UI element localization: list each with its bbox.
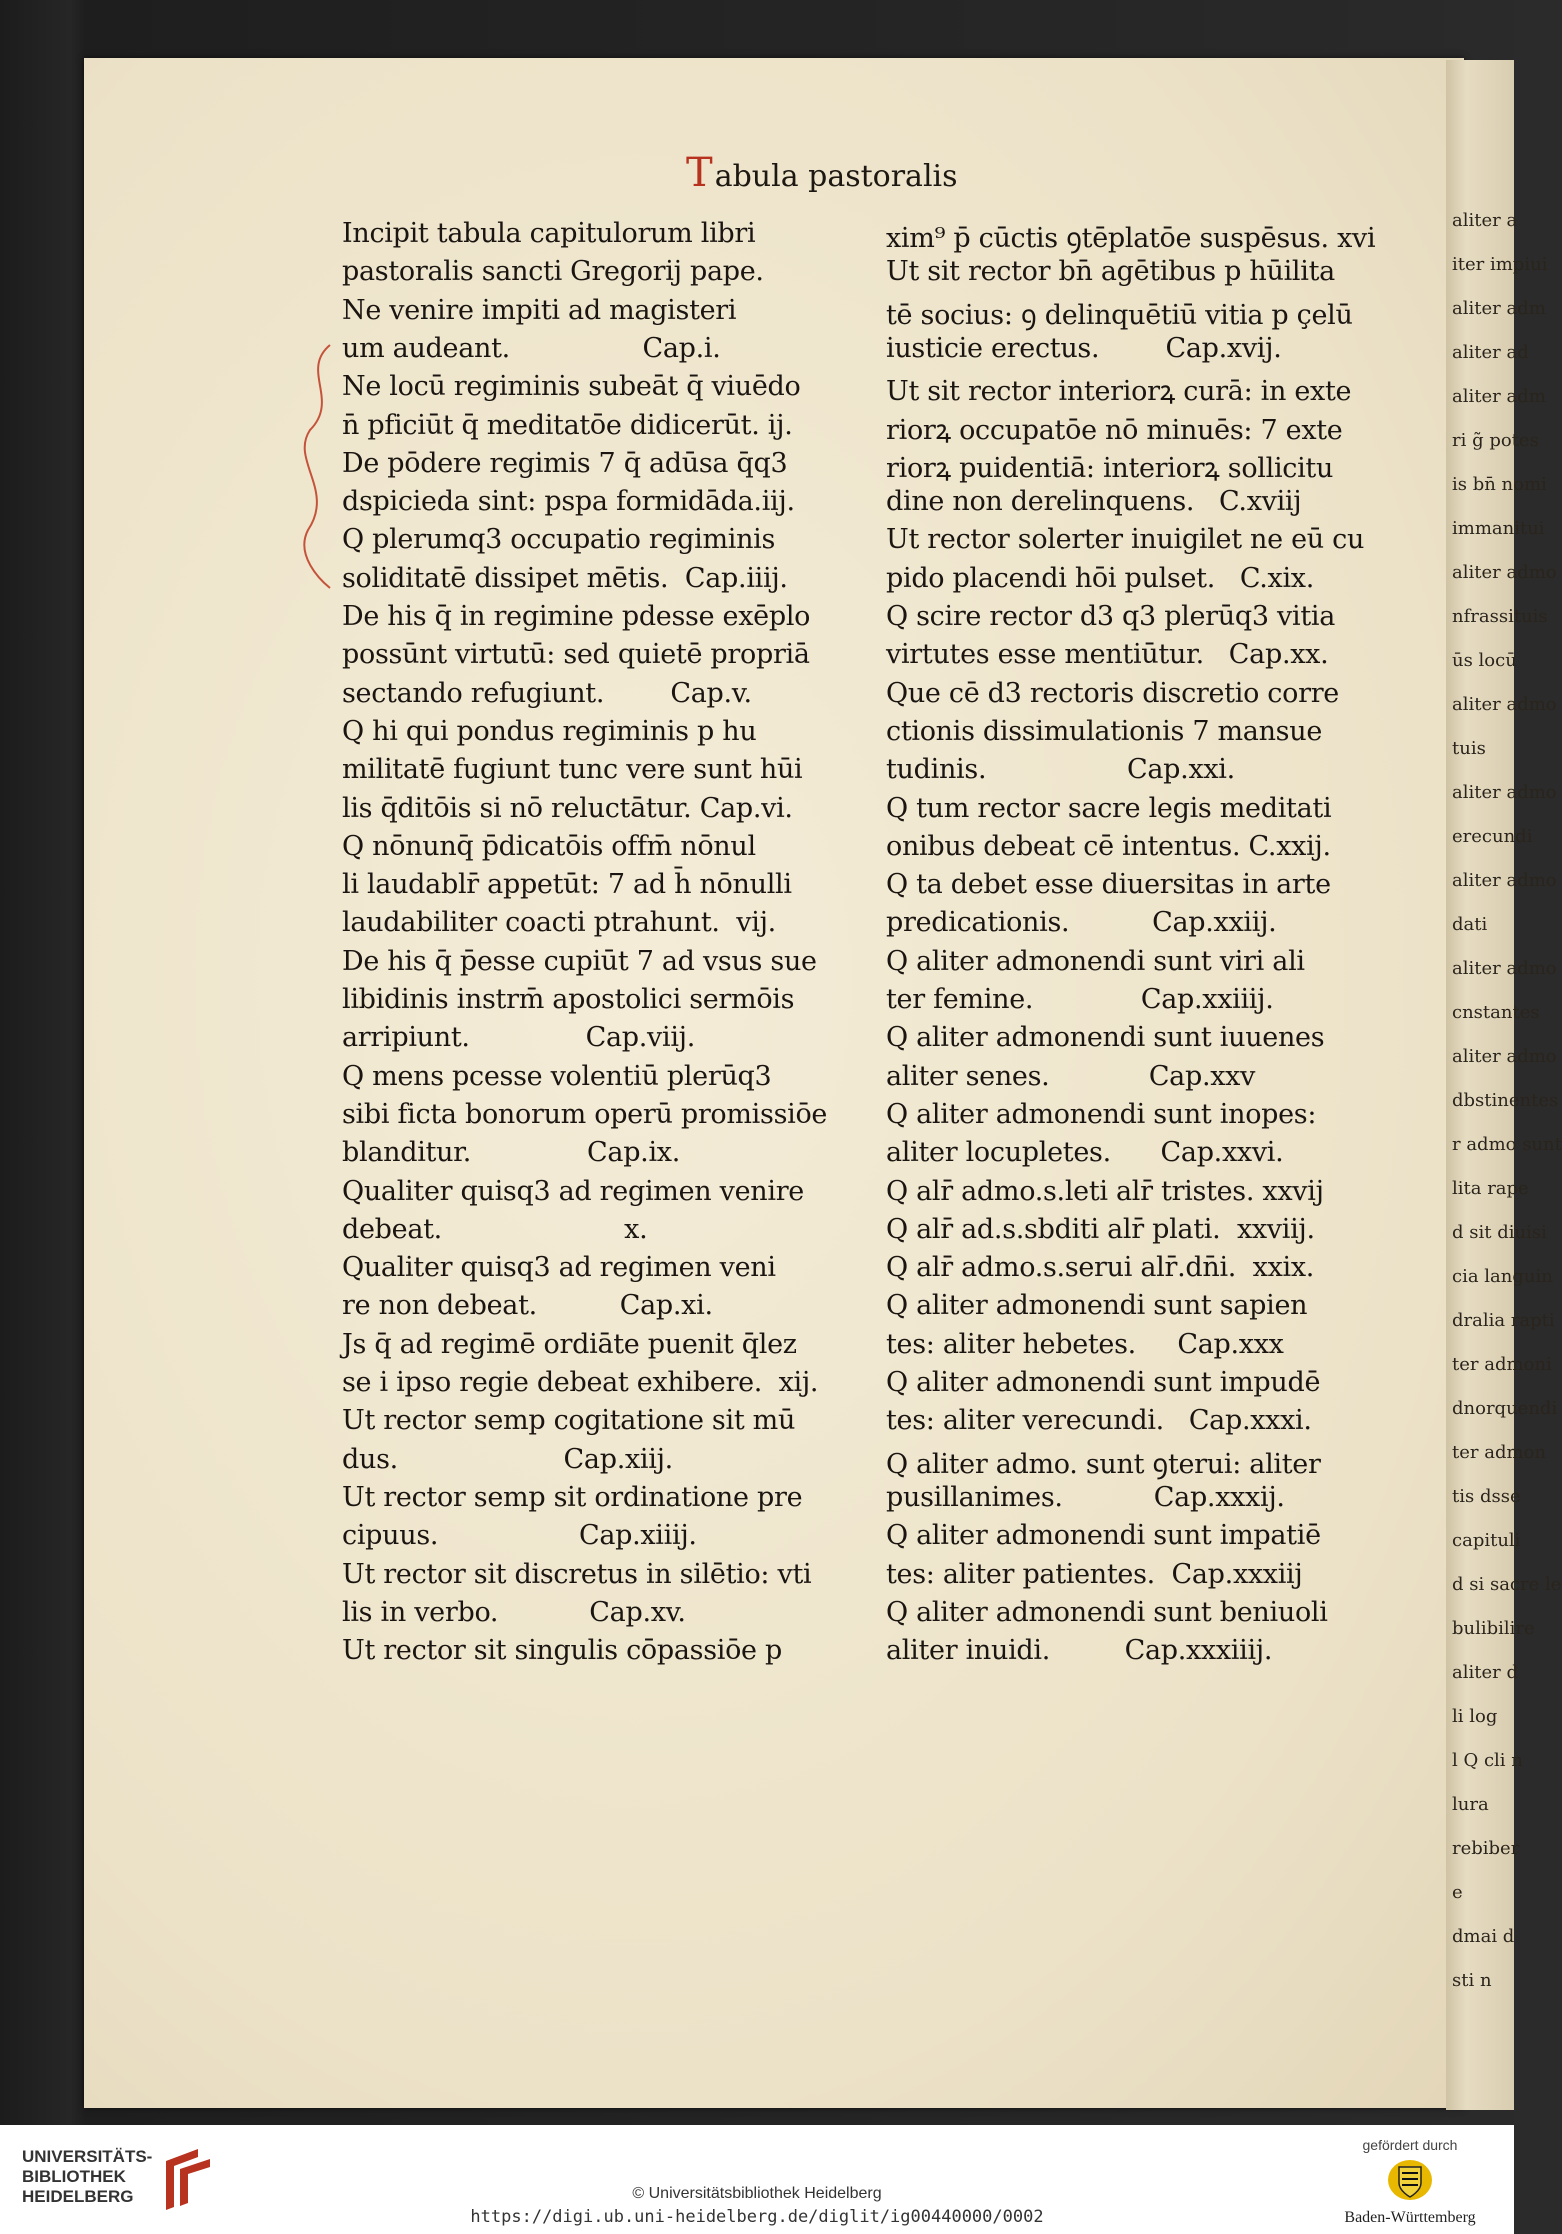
facing-page-fragment: aliter admo: [1452, 562, 1557, 583]
facing-page-fragment: dbstinentes: [1452, 1090, 1559, 1111]
contents-line: Ut sit rector interiorꝝ curā: in exte: [886, 376, 1352, 408]
facing-page-fragment: aliter admo: [1452, 782, 1557, 803]
contents-line: predicationis. Cap.xxiij.: [886, 907, 1277, 939]
contents-line: li laudablr̄ appetūt: 7 ad h̄ nōnulli: [342, 869, 792, 901]
facing-page-fragment: aliter admo: [1452, 694, 1557, 715]
contents-line: Q tum rector sacre legis meditati: [886, 792, 1332, 824]
contents-line: Ne venire impiti ad magisteri: [342, 294, 737, 326]
facing-page-fragment: is bn̄ nomi: [1452, 474, 1547, 495]
contents-line: Q nōnunq̄ p̄dicatōis offm̄ nōnul: [342, 830, 756, 862]
library-emblem-icon: [158, 2147, 218, 2213]
facing-page-fragment: ter admoni: [1452, 1354, 1552, 1375]
facing-page-fragment: aliter a: [1452, 210, 1518, 231]
rubric-initial: T: [686, 150, 713, 196]
contents-line: De pōdere regimis 7 q̄ adūsa q̄q3: [342, 447, 788, 479]
contents-line: dus. Cap.xiij.: [342, 1443, 673, 1475]
facing-page-fragment: aliter adm: [1452, 298, 1546, 319]
contents-line: Q aliter admonendi sunt viri ali: [886, 945, 1305, 977]
contents-line: lis in verbo. Cap.xv.: [342, 1596, 686, 1628]
contents-line: se i ipso regie debeat exhibere. xij.: [342, 1367, 819, 1398]
contents-line: ctionis dissimulationis 7 mansue: [886, 715, 1322, 747]
contents-line: sibi ficta bonorum operū promissiōe: [342, 1098, 828, 1130]
facing-page-fragment: d si sacre le: [1452, 1574, 1562, 1595]
facing-page-fragment: dati: [1452, 914, 1488, 935]
contents-line: Q plerumq3 occupatio regiminis: [342, 524, 776, 556]
contents-line: iusticie erectus. Cap.xvij.: [886, 332, 1282, 364]
contents-line: tudinis. Cap.xxi.: [886, 754, 1235, 786]
facing-page-edge: [1446, 60, 1562, 2110]
contents-line: Ut sit rector bn̄ agētibus p hūilita: [886, 256, 1335, 288]
contents-line: Ne locū regiminis subeāt q̄ viuēdo: [342, 371, 801, 403]
facing-page-fragment: ter admon: [1452, 1442, 1546, 1463]
facing-page-fragment: ūs locū: [1452, 650, 1517, 671]
facing-page-fragment: capituli: [1452, 1530, 1521, 1551]
contents-line: De his q̄ p̄esse cupiūt 7 ad vsus sue: [342, 945, 817, 977]
facing-page-fragment: nfrassituis: [1452, 606, 1548, 627]
contents-line: Q ta debet esse diuersitas in arte: [886, 869, 1331, 901]
contents-line: Q aliter admo. sunt ꝯterui: aliter: [886, 1448, 1321, 1480]
contents-line: Q alr̄ admo.s.serui alr̄.dn̄i. xxix.: [886, 1252, 1315, 1284]
contents-line: Que cē d3 rectoris discretio corre: [886, 677, 1339, 709]
contents-line: aliter locupletes. Cap.xxvi.: [886, 1137, 1284, 1169]
library-name-line: UNIVERSITÄTS-: [22, 2147, 153, 2166]
contents-line: Q aliter admonendi sunt inopes:: [886, 1098, 1317, 1130]
contents-line: dspicieda sint: pspa formidāda.iij.: [342, 486, 795, 518]
facing-page-fragment: r admo sunt: [1452, 1134, 1562, 1155]
contents-line: re non debeat. Cap.xi.: [342, 1290, 713, 1322]
page-leaf: [84, 58, 1464, 2108]
red-flourish-decoration: [290, 340, 350, 590]
sponsor-block[interactable]: [1320, 2137, 1500, 2227]
page-header: [686, 150, 986, 200]
permalink-url[interactable]: https://digi.ub.uni-heidelberg.de/diglit/ig00440000/0002: [470, 2207, 1044, 2227]
contents-line: virtutes esse mentiūtur. Cap.xx.: [886, 639, 1329, 671]
sponsor-name: Baden-Württemberg: [1344, 2209, 1476, 2226]
contents-line: sectando refugiunt. Cap.v.: [342, 677, 752, 709]
facing-page-fragment: sti n: [1452, 1970, 1492, 1991]
contents-line: Ut rector sit singulis cōpassiōe p: [342, 1635, 782, 1667]
contents-line: Incipit tabula capitulorum libri: [342, 218, 756, 249]
facing-page-fragment: dmai d: [1452, 1926, 1515, 1947]
contents-line: Ut rector semp sit ordinatione pre: [342, 1481, 803, 1513]
contents-line: Q scire rector d3 q3 plerūq3 vitia: [886, 601, 1335, 632]
contents-line: Ut rector solerter inuigilet ne eū cu: [886, 524, 1365, 556]
contents-line: tes: aliter hebetes. Cap.xxx: [886, 1328, 1284, 1360]
contents-line: Ut rector sit discretus in silētio: vti: [342, 1558, 812, 1590]
library-name-line: BIBLIOTHEK: [22, 2167, 126, 2186]
contents-line: ter femine. Cap.xxiiij.: [886, 984, 1274, 1015]
contents-line: lis q̄ditōis si nō reluctātur. Cap.vi.: [342, 792, 793, 824]
contents-line: aliter inuidi. Cap.xxxiiij.: [886, 1635, 1273, 1667]
facing-page-fragment: e: [1452, 1882, 1463, 1903]
facing-page-fragment: tuis: [1452, 738, 1486, 759]
facing-page-fragment: iter impiui: [1452, 254, 1548, 275]
contents-line: Q alr̄ ad.s.sbditi alr̄ plati. xxviij.: [886, 1213, 1315, 1245]
contents-line: De his q̄ in regimine pdesse exēplo: [342, 601, 811, 632]
contents-line: tē socius: ꝯ delinquētiū vitia p çelū: [886, 299, 1353, 331]
contents-line: tes: aliter patientes. Cap.xxxiij: [886, 1558, 1303, 1590]
facing-page-fragment: aliter ad: [1452, 342, 1529, 363]
facing-page-fragment: dralia rapti: [1452, 1310, 1555, 1331]
library-name-line: HEIDELBERG: [22, 2187, 134, 2206]
contents-line: blanditur. Cap.ix.: [342, 1137, 681, 1169]
facing-page-fragment: cia languin: [1452, 1266, 1553, 1287]
contents-line: Q aliter admonendi sunt impatiē: [886, 1520, 1321, 1552]
contents-line: Qualiter quisq3 ad regimen venire: [342, 1175, 804, 1207]
contents-line: laudabiliter coacti ptrahunt. vij.: [342, 907, 776, 939]
facing-page-fragment: rebiber: [1452, 1838, 1520, 1859]
contents-line: Q aliter admonendi sunt impudē: [886, 1367, 1321, 1398]
contents-line: pastoralis sancti Gregorij pape.: [342, 256, 764, 288]
contents-line: Q aliter admonendi sunt iuuenes: [886, 1022, 1325, 1054]
contents-line: riorꝝ puidentiā: interiorꝝ sollicitu: [886, 452, 1334, 484]
sponsor-label: gefördert durch: [1362, 2137, 1458, 2153]
facing-page-fragment: erecundi: [1452, 826, 1533, 847]
facing-page-fragment: lura: [1452, 1794, 1489, 1815]
contents-line: debeat. x.: [342, 1213, 648, 1245]
contents-line: tes: aliter verecundi. Cap.xxxi.: [886, 1405, 1312, 1437]
contents-line: possūnt virtutū: sed quietē propriā: [342, 639, 810, 671]
contents-line: Q aliter admonendi sunt sapien: [886, 1290, 1308, 1322]
contents-line: pido placendi hōi pulset. C.xix.: [886, 562, 1314, 594]
facing-page-fragment: li log: [1452, 1706, 1498, 1727]
page-title: abula pastoralis: [714, 159, 958, 194]
contents-line: militatē fugiunt tunc vere sunt hūi: [342, 754, 803, 786]
facing-page-fragment: dnorquendi: [1452, 1398, 1558, 1419]
contents-line: Qualiter quisq3 ad regimen veni: [342, 1252, 776, 1284]
contents-line: xim⁹ p̄ cūctis ꝯtēplatōe suspēsus. xvi: [886, 223, 1376, 254]
contents-line: n̄ pficiūt q̄ meditatōe didicerūt. ij.: [342, 409, 793, 441]
contents-line: aliter senes. Cap.xxv: [886, 1060, 1256, 1092]
facing-page-fragment: immanitui: [1452, 518, 1545, 539]
contents-line: Q alr̄ admo.s.leti alr̄ tristes. xxvij: [886, 1175, 1324, 1207]
facing-page-fragment: aliter d: [1452, 1662, 1518, 1683]
facing-page-fragment: aliter admo: [1452, 870, 1557, 891]
contents-line: pusillanimes. Cap.xxxij.: [886, 1481, 1285, 1513]
contents-line: Ut rector semp cogitatione sit mū: [342, 1405, 796, 1437]
facing-page-fragment: ri g̃ potes: [1452, 430, 1539, 451]
contents-line: Js q̄ ad regimē ordiāte puenit q̄lez: [342, 1328, 797, 1360]
contents-line: dine non derelinquens. C.xviij: [886, 486, 1302, 518]
contents-line: Q hi qui pondus regiminis p hu: [342, 715, 757, 747]
facing-page-fragment: lita rape: [1452, 1178, 1529, 1199]
contents-line: Q aliter admonendi sunt beniuoli: [886, 1596, 1328, 1628]
contents-line: onibus debeat cē intentus. C.xxij.: [886, 830, 1331, 862]
contents-line: cipuus. Cap.xiiij.: [342, 1520, 697, 1552]
contents-line: libidinis instrm̄ apostolici sermōis: [342, 984, 795, 1015]
facing-page-fragment: l Q cli n: [1452, 1750, 1523, 1771]
contents-line: riorꝝ occupatōe nō minuēs: 7 exte: [886, 414, 1343, 446]
state-coat-of-arms-icon: [1387, 2157, 1433, 2203]
copyright-notice: © Universitätsbibliothek Heidelberg: [632, 2185, 882, 2202]
facing-page-fragment: aliter adm: [1452, 386, 1546, 407]
facing-page-fragment: aliter admo: [1452, 958, 1557, 979]
facing-page-fragment: tis dsse: [1452, 1486, 1521, 1507]
contents-line: um audeant. Cap.i.: [342, 332, 721, 364]
facing-page-fragment: d sit diuisi: [1452, 1222, 1547, 1243]
facing-page-fragment: aliter admo: [1452, 1046, 1557, 1067]
contents-line: Q mens pcesse volentiū plerūq3: [342, 1060, 772, 1092]
facing-page-fragment: bulibilire: [1452, 1618, 1535, 1639]
facing-page-fragment: cnstantes: [1452, 1002, 1540, 1023]
contents-line: soliditatē dissipet mētis. Cap.iiij.: [342, 562, 788, 594]
contents-line: arripiunt. Cap.viij.: [342, 1022, 696, 1054]
viewer-footer: [0, 2125, 1514, 2234]
